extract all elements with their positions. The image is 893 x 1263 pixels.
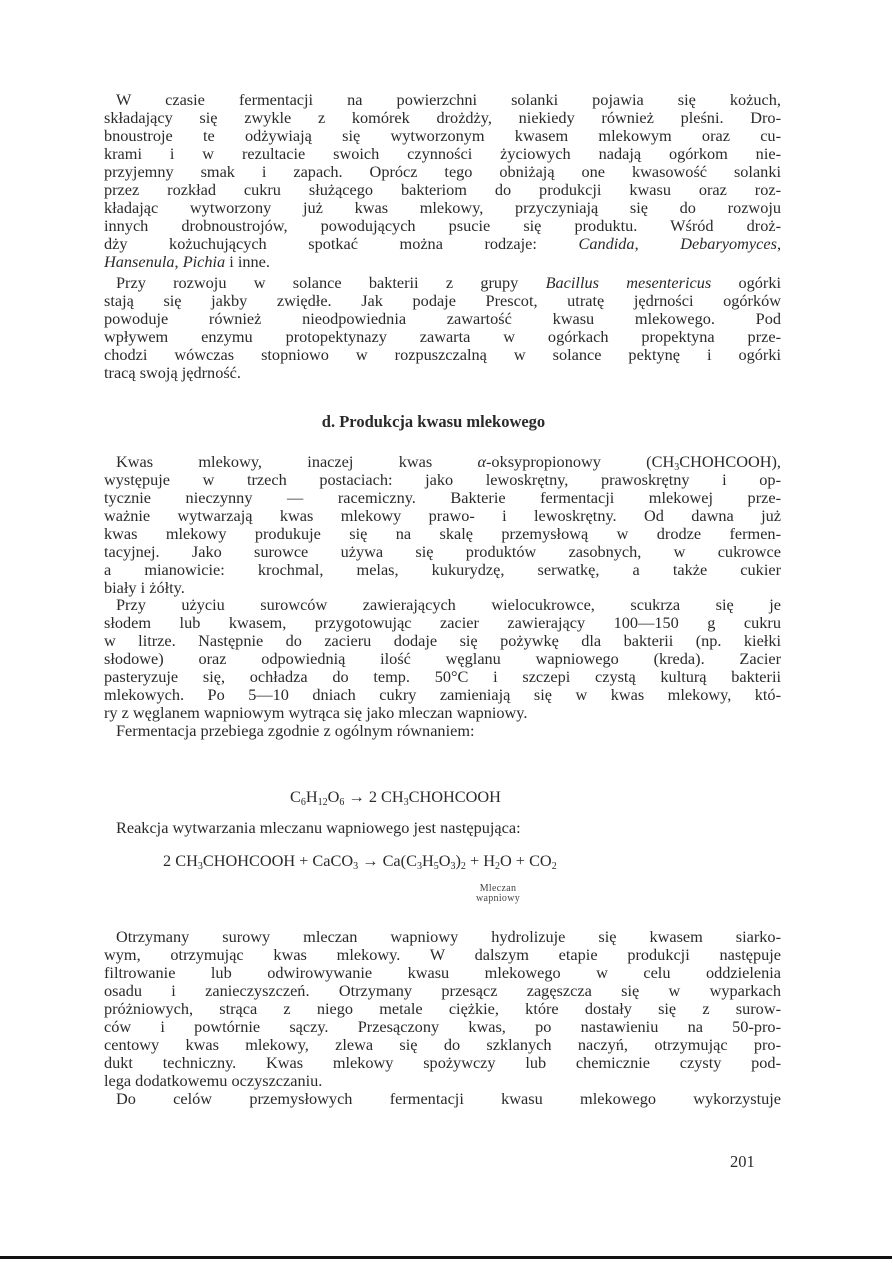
equation-product-label [458, 884, 538, 904]
text-line: słodem lub kwasem, przygotowując zacier zawierający 100—150 g cukru [104, 613, 781, 632]
text-line: powoduje również nieodpowiednia zawartość kwasu mlekowego. Pod [104, 309, 781, 328]
text-line: w litrze. Następnie do zacieru dodaje się pożywkę dla bakterii (np. kiełki [104, 631, 781, 650]
text-line: bnoustroje te odżywiają się wytworzonym kwasem mlekowym oraz cu- [104, 126, 781, 145]
text-line: Reakcja wytwarzania mleczanu wapniowego jest następująca: [116, 818, 521, 837]
text-segment: dży kożuchujących spotkać można rodzaje: [104, 234, 579, 253]
paragraph-kozuch [104, 91, 781, 271]
text-line: przez rozkład cukru służącego bakteriom do produkcji kwasu oraz roz- [104, 180, 781, 199]
paragraph-surowce [104, 596, 781, 722]
text-line: dukt techniczny. Kwas mlekowy spożywczy lub chemicznie czysty pod- [104, 1053, 781, 1072]
text-segment: Przy rozwoju w solance bakterii z grupy [116, 273, 546, 292]
text-line [104, 453, 781, 471]
text-segment: O [327, 787, 340, 806]
italic-text: Hansenula [104, 252, 175, 271]
subscript: 3 [353, 861, 359, 872]
text-line: pasteryzuje się, ochładza do temp. 50°C i szczepi czystą kulturą bakterii [104, 667, 781, 686]
text-segment: CHOHCOOH [408, 787, 501, 806]
section-heading [0, 412, 893, 432]
text-line: ry z węglanem wapniowym wytrąca się jako mleczan wapniowy. [104, 703, 528, 722]
text-segment: CHOHCOOH + CaCO [202, 851, 354, 870]
text-line: centowy kwas mlekowy, zlewa się do szklanych naczyń, otrzymując pro- [104, 1035, 781, 1054]
text-line: filtrowanie lub odwirowywanie kwasu mlekowego w celu oddzielenia [104, 963, 781, 982]
text-line: tracą swoją jędrność. [104, 363, 241, 382]
text-segment: , [634, 234, 681, 253]
label-line: wapniowy [475, 893, 521, 904]
equation-calcium-lactate [163, 852, 557, 870]
text-segment: C [290, 787, 301, 806]
text-line: Do celów przemysłowych fermentacji kwasu mlekowego wykorzystuje [116, 1089, 781, 1108]
text-line: a mianowicie: krochmal, melas, kukurydzę, serwatkę, a także cukier [104, 560, 781, 579]
text-line: wym, otrzymując kwas mlekowy. W dalszym etapie produkcji następuje [104, 945, 781, 964]
subscript: 2 [494, 861, 500, 872]
text-line: krami i w rezultacie swoich czynności życiowych nadają ogórkom nie- [104, 144, 781, 163]
subscript: 3 [674, 462, 680, 473]
text-line: ważnie wytwarzają kwas mlekowy prawo- i lewoskrętny. Od dawna już [104, 506, 781, 525]
text-segment: ogórki [711, 273, 782, 292]
italic-text: Bacillus mesentericus [545, 273, 712, 292]
paragraph-bacillus [104, 274, 781, 382]
subscript: 3 [416, 861, 422, 872]
text-segment: → Ca(C [358, 851, 417, 870]
text-line [104, 235, 781, 253]
subscript: 3 [403, 797, 409, 808]
italic-text: Candida [578, 234, 635, 253]
italic-text: Debaryomyces [680, 234, 777, 253]
text-line: biały i żółty. [104, 578, 185, 597]
text-segment: H [305, 787, 318, 806]
italic-text: α [477, 452, 487, 471]
text-line: Fermentacja przebiega zgodnie z ogólnym równaniem: [116, 721, 475, 740]
text-line: stają się jakby zwiędłe. Jak podaje Prescot, utratę jędrności ogórków [104, 291, 781, 310]
text-line: osadu i zanieczyszczeń. Otrzymany przesącz zagęszcza się w wyparkach [104, 981, 781, 1000]
text-segment: + H [465, 851, 495, 870]
text-line [104, 253, 781, 271]
paragraph-otrzymany [104, 928, 781, 1090]
text-segment: ) [455, 851, 461, 870]
text-line: kwas mlekowy produkuje się na skalę przemysłową w drodze fermen- [104, 524, 781, 543]
text-segment: CHOHCOOH), [679, 452, 781, 471]
text-line [104, 274, 781, 292]
text-segment: O + CO [499, 851, 552, 870]
text-line: mlekowych. Po 5—10 dniach cukry zamieniają się w kwas mlekowy, któ- [104, 685, 781, 704]
subscript: 3 [450, 861, 456, 872]
text-segment: O [438, 851, 451, 870]
text-line: słodowe) oraz odpowiednią ilość węglanu wapniowego (kreda). Zacier [104, 649, 781, 668]
text-segment: , [174, 252, 183, 271]
text-line: przyjemny smak i zapach. Oprócz tego obniżają one kwasowość solanki [104, 162, 781, 181]
paragraph-kwas-mlekowy [104, 453, 781, 597]
text-line: innych drobnoustrojów, powodujących psucie się produktu. Wśród droż- [104, 216, 781, 235]
subscript: 6 [339, 797, 345, 808]
paragraph-reakcja [104, 819, 781, 837]
text-line: Otrzymany surowy mleczan wapniowy hydrolizuje się kwasem siarko- [116, 927, 781, 946]
page-number: 201 [730, 1152, 755, 1171]
paragraph-do-celow [104, 1090, 781, 1108]
text-line: występuje w trzech postaciach: jako lewoskrętny, prawoskrętny i op- [104, 470, 781, 489]
equation-fermentation [290, 788, 501, 806]
subscript: 6 [300, 797, 306, 808]
subscript: 12 [317, 797, 328, 808]
text-line: próżniowych, strąca z niego metale ciężkie, które dostały się z surow- [104, 999, 781, 1018]
text-line: składający się zwykle z komórek drożdży, niekiedy również pleśni. Dro- [104, 108, 781, 127]
text-line: tycznie nieczynny — racemiczny. Bakterie fermentacji mlekowej prze- [104, 488, 781, 507]
text-line: chodzi wówczas stopniowo w rozpuszczalną w solance pektynę i ogórki [104, 345, 781, 364]
text-segment: -oksypropionowy (CH [486, 452, 675, 471]
text-line: kładając wytworzony już kwas mlekowy, przyczyniają się do rozwoju [104, 198, 781, 217]
text-segment: H [421, 851, 434, 870]
text-line: wpływem enzymu protopektynazy zawarta w ogórkach propektyna prze- [104, 327, 781, 346]
section-heading-text: d. Produkcja kwasu mlekowego [321, 412, 546, 431]
text-line: tacyjnej. Jako surowce używa się produktów zasobnych, w cukrowce [104, 542, 781, 561]
scan-edge-rule [0, 1256, 892, 1259]
subscript: 2 [460, 861, 466, 872]
subscript: 3 [197, 861, 203, 872]
label-line: Mleczan [479, 883, 517, 894]
text-line: W czasie fermentacji na powierzchni solanki pojawia się kożuch, [116, 90, 781, 109]
text-segment: , [776, 234, 782, 253]
text-segment: Kwas mlekowy, inaczej kwas [116, 452, 478, 471]
subscript: 5 [433, 861, 439, 872]
paragraph-fermentacja [104, 722, 781, 740]
text-segment: i inne. [225, 252, 270, 271]
text-segment: → 2 CH [344, 787, 404, 806]
subscript: 2 [551, 861, 557, 872]
text-segment: 2 CH [163, 851, 198, 870]
italic-text: Pichia [182, 252, 226, 271]
text-line: Przy użyciu surowców zawierających wielocukrowce, scukrza się je [116, 595, 781, 614]
text-line: lega dodatkowemu oczyszczaniu. [104, 1071, 323, 1090]
text-line: ców i powtórnie sączy. Przesączony kwas, po nastawieniu na 50-pro- [104, 1017, 781, 1036]
